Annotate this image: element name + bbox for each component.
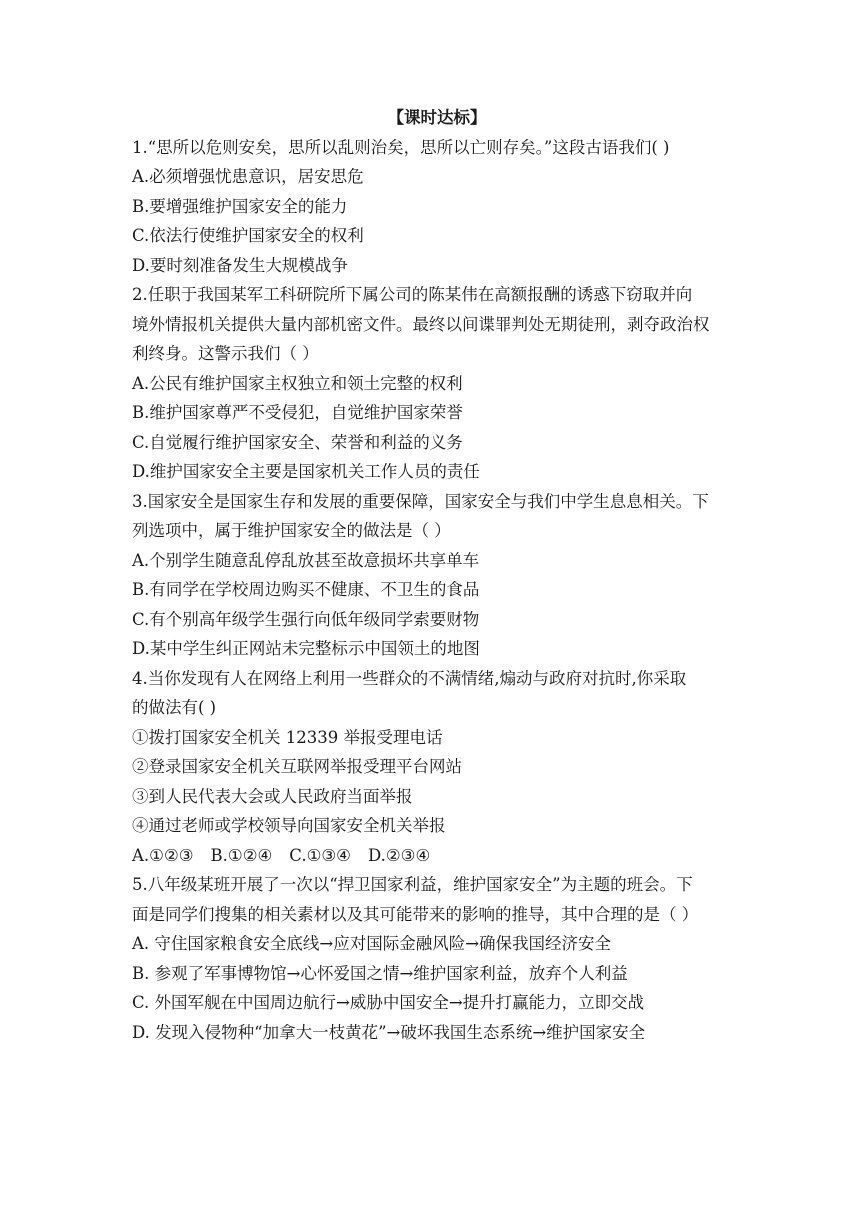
option-b: B.要增强维护国家安全的能力: [132, 196, 348, 216]
option-d: D. 发现入侵物种“加拿大一枝黄花”→破坏我国生态系统→维护国家安全: [132, 1022, 646, 1042]
document-page: [132, 103, 742, 1047]
option-c: C.有个别高年级学生强行向低年级同学索要财物: [132, 609, 480, 629]
section-title: 【课时达标】: [387, 108, 487, 127]
question-1: [132, 133, 742, 281]
question-5: [132, 870, 742, 1047]
question-stem-line: 面是同学们搜集的相关素材以及其可能带来的影响的推导，其中合理的是（ ）: [132, 904, 699, 924]
option-d: D.要时刻准备发生大规模战争: [132, 255, 348, 275]
option-a: A.必须增强忧患意识，居安思危: [132, 167, 364, 186]
statement-3: ③到人民代表大会或人民政府当面举报: [132, 786, 413, 806]
question-4: [132, 664, 742, 871]
question-stem-line: 列选项中，属于维护国家安全的做法是（ ）: [132, 521, 451, 540]
question-stem-line: 2.任职于我国某军工科研院所下属公司的陈某伟在高额报酬的诱惑下窃取并向: [132, 285, 693, 304]
question-stem-line: 利终身。这警示我们（ ）: [132, 344, 319, 363]
question-stem-line: 3.国家安全是国家生存和发展的重要保障，国家安全与我们中学生息息相关。下: [132, 491, 709, 511]
option-d: D.②③④: [367, 845, 431, 865]
question-stem-line: 境外情报机关提供大量内部机密文件。最终以间谍罪判处无期徒刑，剥夺政治权: [132, 314, 710, 334]
option-d: D.维护国家安全主要是国家机关工作人员的责任: [132, 462, 480, 481]
question-stem-line: 5.八年级某班开展了一次以“捍卫国家利益，维护国家安全”为主题的班会。下: [132, 875, 693, 894]
question-stem: 1.“思所以危则安矣，思所以乱则治矣，思所以亡则存矣。”这段古语我们( ): [132, 137, 670, 157]
option-c: C.①③④: [289, 845, 351, 865]
question-stem-line: 的做法有( ): [132, 698, 217, 717]
option-b: B. 参观了军事博物馆→心怀爱国之情→维护国家利益，放弃个人利益: [132, 963, 628, 983]
option-c: C. 外国军舰在中国周边航行→威胁中国安全→提升打赢能力，立即交战: [132, 993, 645, 1012]
option-c: C.自觉履行维护国家安全、荣誉和利益的义务: [132, 432, 463, 452]
question-3: [132, 487, 742, 664]
statement-2: ②登录国家安全机关互联网举报受理平台网站: [132, 757, 462, 776]
option-a: A.公民有维护国家主权独立和领土完整的权利: [132, 373, 463, 393]
option-b: B.维护国家尊严不受侵犯，自觉维护国家荣誉: [132, 403, 463, 422]
option-a: A.个别学生随意乱停乱放甚至故意损坏共享单车: [132, 550, 480, 570]
question-2: [132, 280, 742, 487]
option-a: A. 守住国家粮食安全底线→应对国际金融风险→确保我国经济安全: [132, 934, 612, 953]
option-a: A.①②③: [132, 845, 194, 865]
inline-options: [132, 841, 742, 871]
question-stem-line: 4.当你发现有人在网络上利用一些群众的不满情绪,煽动与政府对抗时,你采取: [132, 668, 687, 688]
statement-1: ①拨打国家安全机关 12339 举报受理电话: [132, 727, 443, 747]
statement-4: ④通过老师或学校领导向国家安全机关举报: [132, 816, 446, 835]
option-d: D.某中学生纠正网站未完整标示中国领土的地图: [132, 639, 480, 658]
option-b: B.①②④: [210, 845, 273, 865]
option-c: C.依法行使维护国家安全的权利: [132, 226, 364, 245]
option-b: B.有同学在学校周边购买不健康、不卫生的食品: [132, 580, 480, 599]
